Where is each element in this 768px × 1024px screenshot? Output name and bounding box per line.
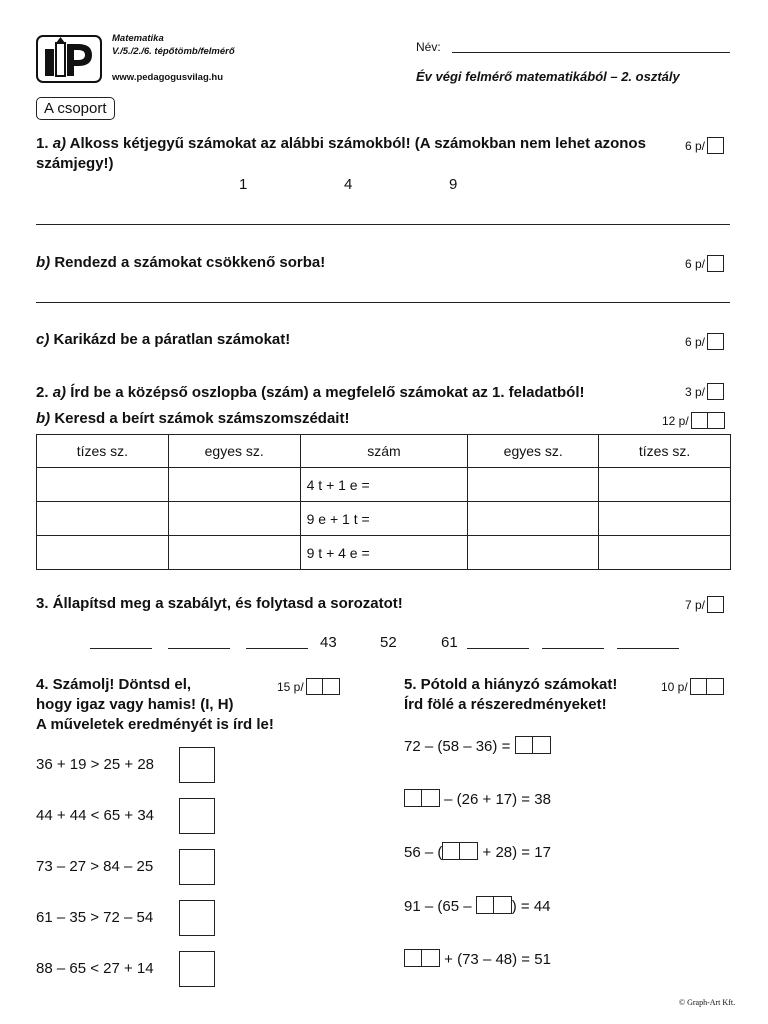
digit-box[interactable] [404,789,422,807]
points-label: 3 p/ [685,384,706,399]
answer-cell[interactable] [37,502,169,536]
task2-number: 2. [36,384,49,401]
page-title: Év végi felmérő matematikából – 2. osztály [416,69,680,84]
expression-text: + (73 – 48) = 51 [444,951,551,968]
score-box[interactable] [690,678,707,695]
expression-cell[interactable]: 9 t + 4 e = [300,536,468,570]
task1b-text [36,253,325,273]
digit-box[interactable] [422,949,440,967]
digit-box[interactable] [476,896,494,914]
expression-text: ) = 44 [511,898,551,915]
name-field-line[interactable] [452,52,730,53]
table-header-row [37,435,731,468]
task3-text: 3. Állapítsd meg a szabályt, és folytasd a sorozatot! [36,595,403,612]
score-box-double[interactable] [306,678,340,695]
sequence-value: 52 [380,634,397,651]
task1c-letter: c) [36,331,50,348]
comparison-expression: 88 – 65 < 27 + 14 [36,960,154,977]
sequence-blank[interactable] [617,634,679,649]
answer-cell[interactable] [468,468,599,502]
answer-cell[interactable] [168,536,300,570]
product-code: V./5./2./6. tépőtömb/felmérő [112,46,235,57]
task2b-letter: b) [36,410,51,427]
column-header: egyes sz. [468,435,599,468]
column-header: tízes sz. [599,435,731,468]
missing-number-expression [404,789,551,808]
answer-cell[interactable] [599,468,731,502]
digit: 9 [449,176,458,193]
missing-number-expression [404,842,551,861]
task5-line: Írd fölé a részeredményeket! [404,696,607,713]
digit-box[interactable] [422,789,440,807]
true-false-box[interactable] [179,798,215,834]
missing-number-expression [404,896,551,915]
answer-cell[interactable] [599,536,731,570]
score-box[interactable] [707,137,724,154]
answer-line[interactable] [36,224,730,225]
comparison-expression: 44 + 44 < 65 + 34 [36,807,155,824]
subject-label: Matematika [112,33,164,44]
score-box-double[interactable] [690,678,724,695]
task5-line: 5. Pótold a hiányzó számokat! [404,676,618,693]
digit: 4 [344,176,353,193]
true-false-box[interactable] [179,849,215,885]
task2a-instruction: Írd be a középső oszlopba (szám) a megfelelő számokat az 1. feladatból! [66,384,585,401]
task1b-instruction: Rendezd a számokat csökkenő sorba! [50,254,326,271]
digit-box[interactable] [515,736,533,754]
true-false-box[interactable] [179,951,215,987]
points-label: 6 p/ [685,334,706,349]
sequence-value: 43 [320,634,337,651]
sequence-blank[interactable] [246,634,308,649]
task2b-instruction: Keresd a beírt számok számszomszédait! [50,410,350,427]
task3-points [685,596,724,613]
task5-points [661,678,724,695]
comparison-expression: 61 – 35 > 72 – 54 [36,909,154,926]
expression-cell[interactable]: 4 t + 1 e = [300,468,468,502]
task1c-text [36,330,290,350]
score-box-double[interactable] [691,412,725,429]
answer-cell[interactable] [168,468,300,502]
true-false-box[interactable] [179,747,215,783]
task4-line: 4. Számolj! Döntsd el, [36,676,192,693]
logo-icon [36,35,102,83]
expression-text: + 28) = 17 [482,844,551,861]
answer-line[interactable] [36,302,730,303]
score-box[interactable] [306,678,323,695]
copyright-notice: © Graph-Art Kft. [679,998,736,1007]
comparison-expression: 73 – 27 > 84 – 25 [36,858,154,875]
task1b-points [685,255,724,272]
task1c-instruction: Karikázd be a páratlan számokat! [49,331,291,348]
task1a-instruction: Alkoss kétjegyű számokat az alábbi számokból! (A számokban nem lehet azonos számjegy!) [36,135,646,172]
table-row [37,502,731,536]
true-false-box[interactable] [179,900,215,936]
task4-points [277,678,340,695]
answer-cell[interactable] [599,502,731,536]
missing-number-expression [404,949,551,968]
group-badge: A csoport [36,97,115,120]
task1a-text [36,134,666,174]
score-box[interactable] [323,678,340,695]
score-box[interactable] [707,596,724,613]
sequence-blank[interactable] [542,634,604,649]
score-box[interactable] [707,678,724,695]
points-label: 12 p/ [662,413,689,428]
column-header: egyes sz. [168,435,300,468]
task2a-text [36,383,585,403]
points-label: 7 p/ [685,597,706,612]
task4-line: A műveletek eredményét is írd le! [36,716,274,733]
website-label: www.pedagogusvilag.hu [112,72,224,83]
missing-number-expression [404,736,551,755]
column-header: tízes sz. [37,435,169,468]
digit-box[interactable] [494,896,512,914]
answer-cell[interactable] [468,536,599,570]
digit-box[interactable] [442,842,460,860]
score-box[interactable] [708,412,725,429]
name-label: Név: [416,40,441,54]
points-label: 6 p/ [685,256,706,271]
task1a-points [685,137,724,154]
digit: 1 [239,176,248,193]
table-row [37,468,731,502]
task1a-letter: a) [52,135,67,152]
points-label: 10 p/ [661,679,688,694]
task5-text [404,675,617,715]
answer-cell[interactable] [168,502,300,536]
answer-cell[interactable] [468,502,599,536]
task1-number: 1. [36,135,49,152]
digit-box[interactable] [460,842,478,860]
answer-cell[interactable] [37,536,169,570]
score-box[interactable] [707,255,724,272]
neighbor-table [36,434,731,570]
sequence-blank[interactable] [168,634,230,649]
task2b-text [36,409,349,429]
task4-text [36,675,274,735]
expression-text: 72 – (58 – 36) = [404,738,511,755]
score-box[interactable] [691,412,708,429]
task1c-points [685,333,724,350]
sequence-blank[interactable] [467,634,529,649]
sequence-blank[interactable] [90,634,152,649]
score-box[interactable] [707,383,724,400]
publisher-logo [36,35,102,83]
points-label: 15 p/ [277,679,304,694]
digit-box[interactable] [533,736,551,754]
expression-text: 56 – ( [404,844,443,861]
sequence-value: 61 [441,634,458,651]
expression-text: 91 – (65 – [404,898,472,915]
score-box[interactable] [707,333,724,350]
task4-line: hogy igaz vagy hamis! (I, H) [36,696,234,713]
task2a-letter: a) [52,384,67,401]
comparison-expression: 36 + 19 > 25 + 28 [36,756,155,773]
expression-text: – (26 + 17) = 38 [444,791,551,808]
task2a-points [685,383,724,400]
answer-cell[interactable] [37,468,169,502]
digit-box[interactable] [404,949,422,967]
expression-cell[interactable]: 9 e + 1 t = [300,502,468,536]
task1b-letter: b) [36,254,51,271]
task2b-points [662,412,725,429]
table-row [37,536,731,570]
points-label: 6 p/ [685,138,706,153]
column-header: szám [300,435,468,468]
